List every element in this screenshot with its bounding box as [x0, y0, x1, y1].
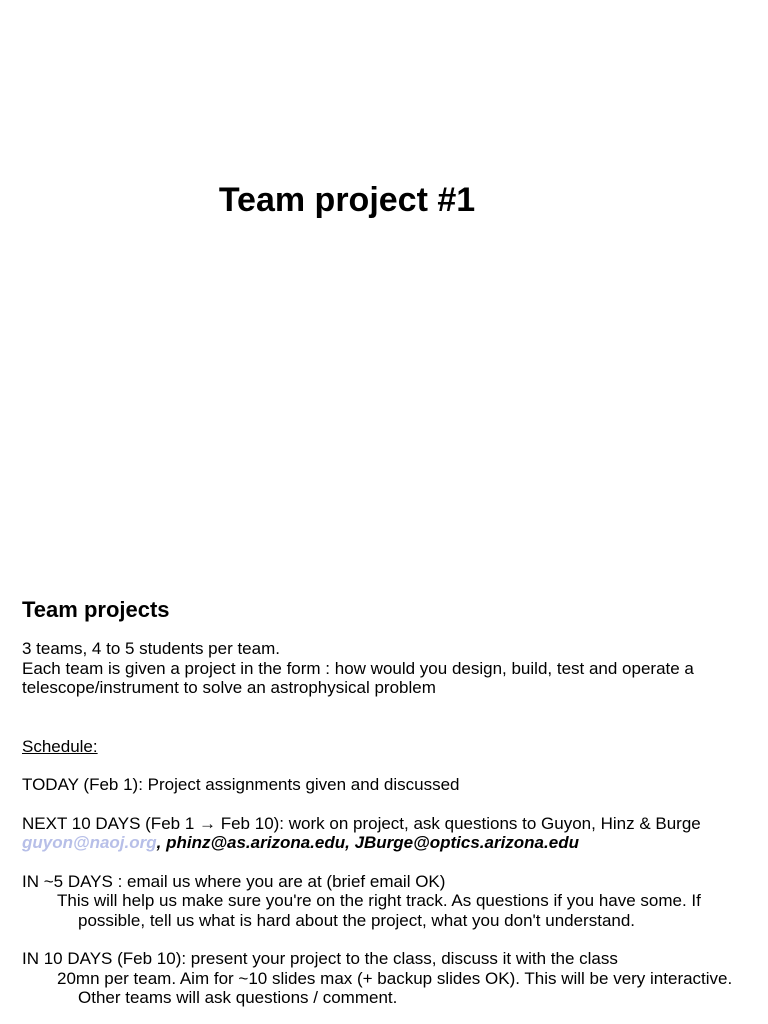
schedule-in-10-days: IN 10 DAYS (Feb 10): present your project to the class, discuss it with the class — [22, 949, 618, 968]
email-addresses: , phinz@as.arizona.edu, JBurge@optics.arizona.edu — [156, 833, 579, 852]
section-heading: Team projects — [22, 597, 170, 622]
team-projects-section — [22, 597, 752, 1008]
schedule-label: Schedule: — [22, 736, 98, 756]
schedule-today: TODAY (Feb 1): Project assignments given and discussed — [22, 775, 460, 794]
schedule-in-5-days: IN ~5 DAYS : email us where you are at (brief email OK) — [22, 871, 446, 891]
intro-line-project: Each team is given a project in the form : how would you design, build, test and operate a telescope/instrument to solve an astrophysical problem — [22, 658, 694, 697]
slide-title: Team project #1 — [218, 181, 476, 219]
schedule-in-5-days-detail: This will help us make sure you're on the right track. As questions if you have some. If possible, tell us what is hard about the project, what you don't understand. — [57, 891, 701, 930]
email-link-guyon[interactable]: guyon@naoj.org — [22, 833, 157, 852]
intro-line-teams: 3 teams, 4 to 5 students per team. — [22, 639, 280, 658]
schedule-in-10-days-detail: 20mn per team. Aim for ~10 slides max (+ backup slides OK). This will be very interactive. Other teams will ask questions / comment. — [57, 968, 733, 1007]
schedule-next-10-days: NEXT 10 DAYS (Feb 1 → Feb 10): work on project, ask questions to Guyon, Hinz & Burge — [22, 813, 701, 833]
contact-emails — [22, 833, 752, 853]
